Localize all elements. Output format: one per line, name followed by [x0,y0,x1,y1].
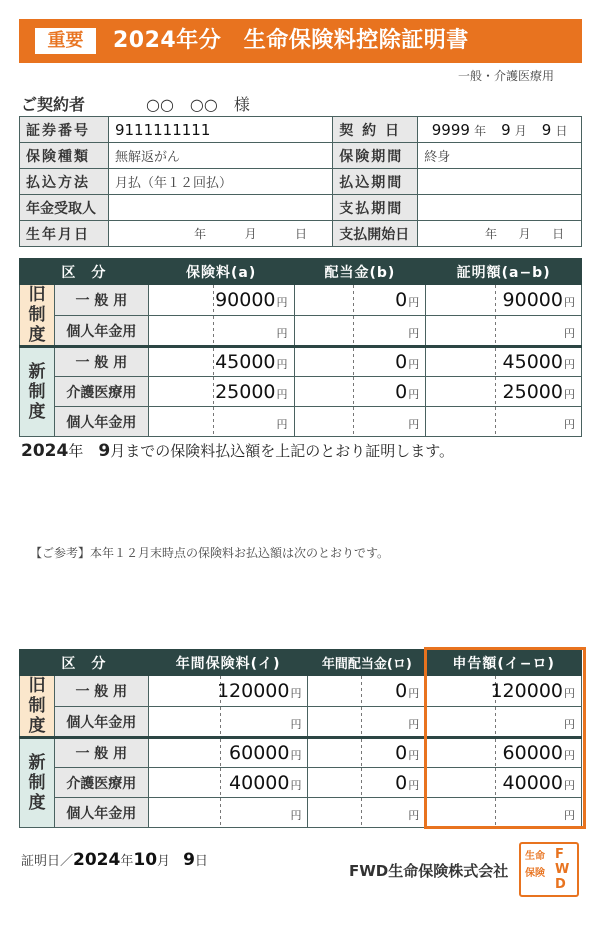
col-header-premium: 保険料(a) [148,259,294,285]
new-system-label: 新 制 度 [20,347,55,437]
new-system-label: 新 制 度 [20,738,55,828]
contract-date-label: 契 約 日 [333,117,418,143]
row-label: 一 般 用 [54,285,148,316]
row-label: 介護医療用 [54,377,148,407]
contract-date-value: 9999 年 9 月 9 日 [418,117,582,143]
issue-date: 証明日／2024年10月 9日 [21,850,208,870]
annual-amount-table [19,649,582,828]
contractor-label: ご契約者 [21,95,86,114]
col-header-certified: 証明額(a−b) [426,259,582,285]
policy-number-label: 証券番号 [20,117,109,143]
payment-method-label: 払込方法 [20,169,109,195]
annual-premium-cell: 120000円 [148,676,308,707]
row-label: 介護医療用 [54,768,148,798]
row-label: 個人年金用 [54,707,148,738]
birth-date-value: 年 月 日 [108,221,332,247]
payment-period-value [418,169,582,195]
payout-start-value: 年 月 日 [418,221,582,247]
row-label: 個人年金用 [54,316,148,347]
annuity-recipient-value [108,195,332,221]
certified-cell: 円 [426,407,582,437]
dividend-cell: 円 [294,316,426,347]
insurance-period-label: 保険期間 [333,143,418,169]
certified-amount-table [19,258,582,437]
certified-cell: 45000円 [426,347,582,377]
insurance-type-value: 無解返がん [108,143,332,169]
premium-cell: 25000円 [148,377,294,407]
premium-cell: 円 [148,316,294,347]
dividend-cell: 0円 [294,347,426,377]
col-header-annual-dividend: 年間配当金(ロ) [308,650,426,676]
annual-dividend-cell: 0円 [308,738,426,768]
declared-cell: 60000円 [426,738,582,768]
col-header-category: 区 分 [20,650,149,676]
insurance-period-value: 終身 [418,143,582,169]
row-label: 個人年金用 [54,407,148,437]
company-seal-icon: 生命 保険 F W D [519,842,579,897]
annual-premium-cell: 40000円 [148,768,308,798]
premium-cell: 90000円 [148,285,294,316]
certified-cell: 25000円 [426,377,582,407]
annual-dividend-cell: 円 [308,707,426,738]
payout-period-value [418,195,582,221]
annual-premium-cell: 60000円 [148,738,308,768]
declared-cell: 120000円 [426,676,582,707]
company-name: FWD生命保険株式会社 [349,862,509,880]
premium-cell: 円 [148,407,294,437]
premium-cell: 45000円 [148,347,294,377]
payment-method-value: 月払（年１２回払） [108,169,332,195]
payout-start-label: 支払開始日 [333,221,418,247]
col-header-dividend: 配当金(b) [294,259,426,285]
declared-cell: 円 [426,798,582,828]
contractor-name: ○○ ○○ 様 [146,95,250,114]
col-header-category: 区 分 [20,259,149,285]
insurance-type-label: 保険種類 [20,143,109,169]
row-label: 一 般 用 [54,676,148,707]
row-label: 一 般 用 [54,347,148,377]
payment-period-label: 払込期間 [333,169,418,195]
annual-premium-cell: 円 [148,707,308,738]
old-system-label: 旧 制 度 [20,676,55,738]
annual-dividend-cell: 0円 [308,676,426,707]
old-system-label: 旧 制 度 [20,285,55,347]
row-label: 一 般 用 [54,738,148,768]
annual-premium-cell: 円 [148,798,308,828]
declared-cell: 40000円 [426,768,582,798]
certification-statement: 2024年 9月までの保険料払込額を上記のとおり証明します。 [21,441,455,461]
declared-cell: 円 [426,707,582,738]
document-title: 2024年分 生命保険料控除証明書 [113,28,469,53]
payout-period-label: 支払期間 [333,195,418,221]
annuity-recipient-label: 年金受取人 [20,195,109,221]
annual-dividend-cell: 円 [308,798,426,828]
row-label: 個人年金用 [54,798,148,828]
dividend-cell: 円 [294,407,426,437]
important-badge: 重要 [35,28,96,54]
certified-cell: 90000円 [426,285,582,316]
col-header-annual-premium: 年間保険料(イ) [148,650,308,676]
policy-number-value: 9111111111 [108,117,332,143]
document-subtitle: 一般・介護医療用 [458,69,555,83]
annual-dividend-cell: 0円 [308,768,426,798]
document-header [19,19,582,63]
col-header-declared: 申告額(イ−ロ) [426,650,582,676]
dividend-cell: 0円 [294,377,426,407]
reference-note: 【ご参考】本年１２月末時点の保険料お払込額は次のとおりです。 [30,546,390,560]
policy-info-table [19,116,582,247]
certified-cell: 円 [426,316,582,347]
birth-date-label: 生年月日 [20,221,109,247]
dividend-cell: 0円 [294,285,426,316]
